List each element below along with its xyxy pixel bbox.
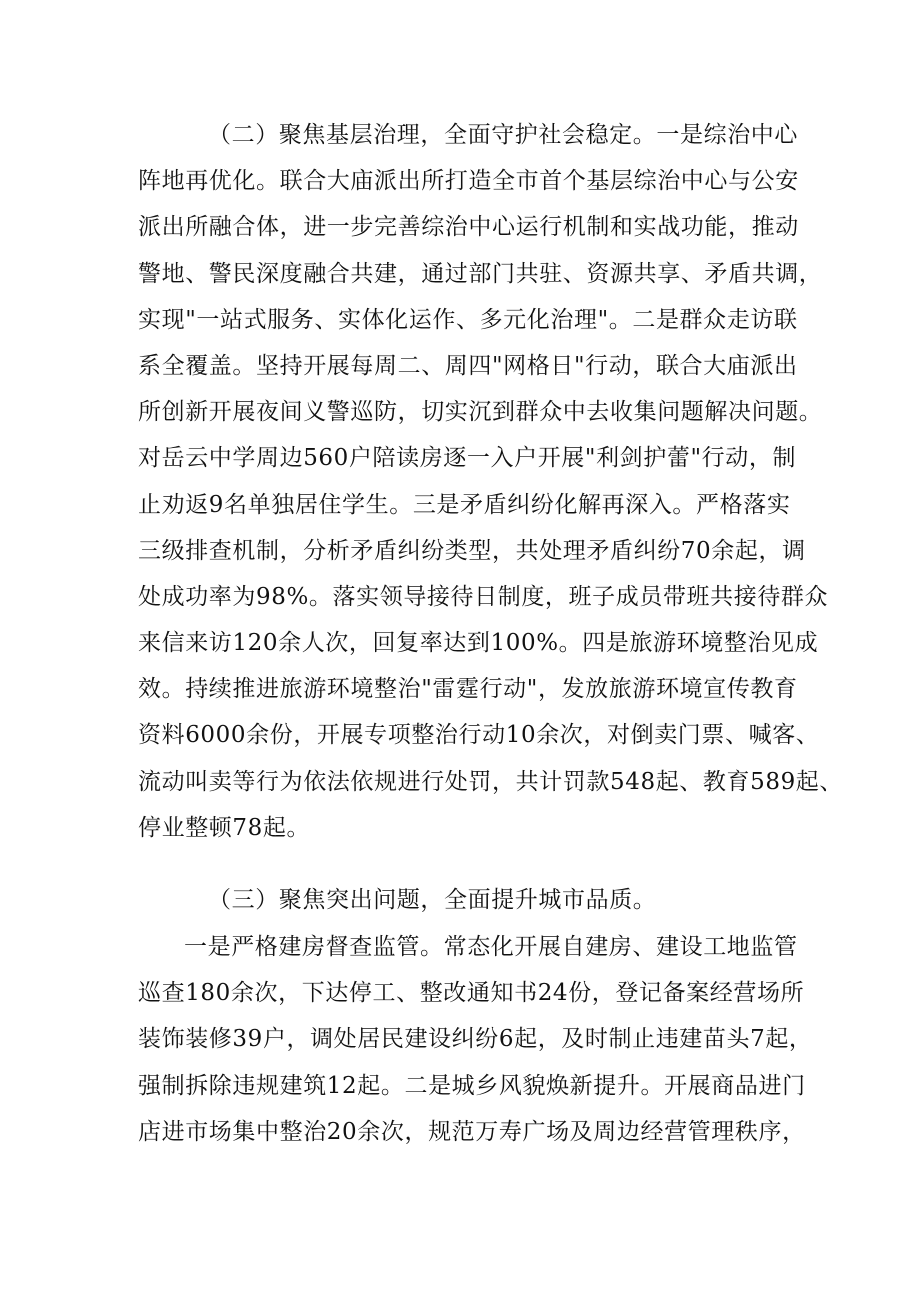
paragraph-line: 处成功率为98%。落实领导接待日制度，班子成员带班共接待群众 [138, 583, 829, 610]
paragraph-social-stability [138, 112, 843, 851]
paragraph-line: 巡查180余次，下达停工、整改通知书24份，登记备案经营场所 [138, 980, 805, 1007]
paragraph-line: 所创新开展夜间义警巡防，切实沉到群众中去收集问题解决问题。 [138, 399, 823, 426]
paragraph-line: 流动叫卖等行为依法依规进行处罚，共计罚款548起、教育589起、 [138, 768, 843, 795]
paragraph-line: 装饰装修39户，调处居民建设纠纷6起，及时制止违建苗头7起， [138, 1026, 813, 1053]
section-heading: （三）聚焦突出问题，全面提升城市品质。 [208, 887, 657, 913]
paragraph-line: 系全覆盖。坚持开展每周二、周四"网格日"行动，联合大庙派出 [138, 352, 798, 379]
paragraph-line: 实现"一站式服务、实体化运作、多元化治理"。二是群众走访联 [138, 306, 798, 333]
section-heading-city-quality [138, 877, 793, 923]
paragraph-line: 阵地再优化。联合大庙派出所打造全市首个基层综治中心与公安 [138, 168, 799, 195]
paragraph-line: 警地、警民深度融合共建，通过部门共驻、资源共享、矛盾共调， [138, 260, 823, 287]
paragraph-line: 停业整顿78起。 [138, 814, 311, 841]
paragraph-line: 对岳云中学周边560户陪读房逐一入户开展"利剑护蕾"行动，制 [138, 445, 797, 472]
paragraph-line: 效。持续推进旅游环境整治"雷霆行动"，发放旅游环境宣传教育 [138, 676, 798, 703]
paragraph-line: 止劝返9名单独居住学生。三是矛盾纠纷化解再深入。严格落实 [138, 491, 791, 518]
paragraph-line: 三级排查机制，分析矛盾纠纷类型，共处理矛盾纠纷70余起，调 [138, 537, 806, 564]
paragraph-city-quality [138, 924, 813, 1155]
paragraph-line: 强制拆除违规建筑12起。二是城乡风貌焕新提升。开展商品进门 [138, 1072, 806, 1099]
paragraph-line: 派出所融合体，进一步完善综治中心运行机制和实战功能，推动 [138, 214, 799, 241]
paragraph-line: 店进市场集中整治20余次，规范万寿广场及周边经营管理秩序， [138, 1118, 806, 1145]
paragraph-line: 资料6000余份，开展专项整治行动10余次，对倒卖门票、喊客、 [138, 722, 820, 749]
paragraph-line: 一是严格建房督查监管。常态化开展自建房、建设工地监管 [184, 934, 798, 960]
paragraph-line: 来信来访120余人次，回复率达到100%。四是旅游环境整治见成 [138, 630, 819, 657]
paragraph-line: （二）聚焦基层治理，全面守护社会稳定。一是综治中心 [208, 122, 798, 148]
